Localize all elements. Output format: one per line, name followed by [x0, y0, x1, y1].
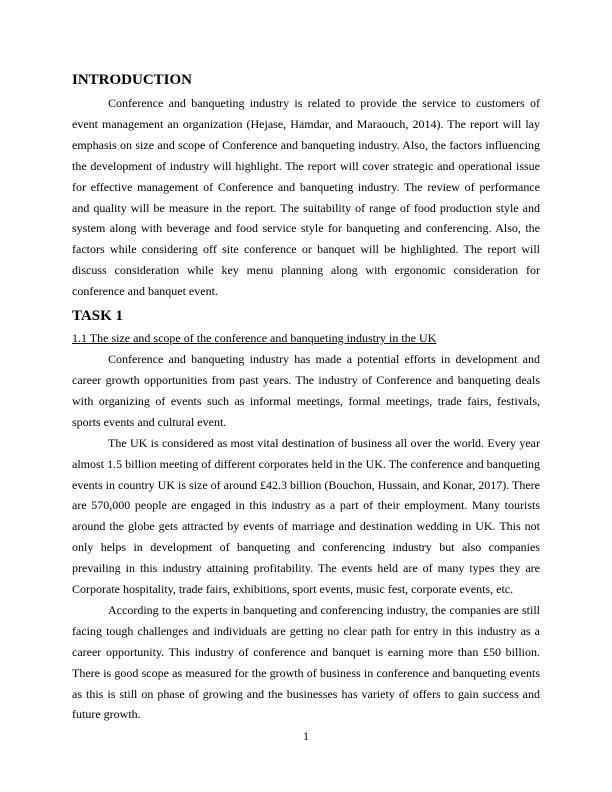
section-1-1-subheading: 1.1 The size and scope of the conference and banqueting industry in the UK: [72, 331, 437, 346]
introduction-heading: INTRODUCTION: [72, 72, 193, 88]
task1-paragraph-1: Conference and banqueting industry has made a potential efforts in development and career growth opportunities from past years. The industry of Conference and banqueting deals with organizing of events such as informal meetings, formal meetings, trade fairs, festivals, sports events and cultural event.: [72, 352, 540, 429]
task1-paragraph-3: According to the experts in banqueting and conferencing industry, the companies are still facing tough challenges and individuals are getting no clear path for entry in this industry as a career opportunity. This industry of conference and banquet is earning more than £50 billion. There is good scope as measured for the growth of business in conference and banqueting events as this is still on phase of growing and the businesses has variety of offers to gain success and future growth.: [72, 602, 540, 722]
introduction-paragraph: Conference and banqueting industry is related to provide the service to customers of event management an organization (Hejase, Hamdar, and Maraouch, 2014). The report will lay emphasis on size and scope of Conference and banqueting industry. Also, the factors influencing the development of industry will highlight. The report will cover strategic and operational issue for effective management of Conference and banqueting industry. The review of performance and quality will be measure in the report. The suitability of range of food production style and system along with beverage and food service style for banqueting and conferencing. Also, the factors while considering off site conference or banquet will be highlighted. The report will discuss consideration while key menu planning along with ergonomic consideration for conference and banquet event.: [72, 96, 540, 299]
document-page: [72, 70, 540, 725]
page-number: 1: [303, 729, 309, 743]
task1-heading: TASK 1: [72, 308, 123, 325]
task1-paragraph-2: The UK is considered as most vital destination of business all over the world. Every year almost 1.5 billion meeting of different corporates held in the UK. The conference and banqueting events in country UK is size of around £42.3 billion (Bouchon, Hussain, and Konar, 2017). There are 570,000 people are engaged in this industry as a part of their employment. Many tourists around the globe gets attracted by events of marriage and destination wedding in UK. This not only helps in development of banqueting and conferencing industry but also companies prevailing in this industry attaining profitability. The events held are of many types they are Corporate hospitality, trade fairs, exhibitions, sport events, music fest, corporate events, etc.: [72, 435, 540, 597]
